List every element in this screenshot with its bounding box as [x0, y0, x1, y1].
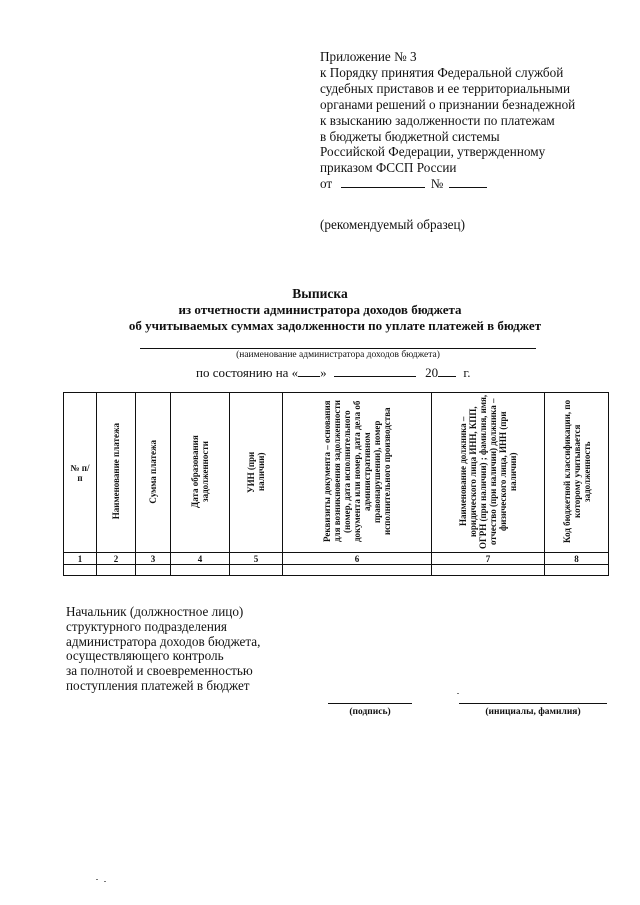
- header-payment-amount: Сумма платежа: [148, 439, 158, 504]
- column-number: 7: [432, 553, 545, 565]
- table-number-row: [64, 553, 609, 565]
- appendix-line: судебных приставов и ее территориальными: [320, 80, 571, 96]
- number-blank: [449, 176, 487, 188]
- scan-speck: [104, 881, 106, 882]
- appendix-line: к Порядку принятия Федеральной службой: [320, 64, 564, 80]
- month-blank: [334, 365, 416, 377]
- header-number: № п/п: [70, 462, 90, 483]
- as-of-mid: »: [320, 365, 327, 380]
- document-title: [0, 286, 640, 334]
- header-cell: [545, 393, 609, 553]
- table-cell[interactable]: [545, 565, 609, 576]
- signature-line: структурного подразделения: [66, 618, 227, 634]
- name-field-line[interactable]: [459, 703, 607, 704]
- appendix-line: Приложение № 3: [320, 49, 417, 64]
- title-line-3: об учитываемых суммах задолженности по уплате платежей в бюджет: [128, 318, 542, 333]
- scan-speck: [457, 693, 459, 694]
- signature-line: поступления платежей в бюджет: [66, 677, 250, 693]
- sample-note: (рекомендуемый образец): [320, 217, 465, 232]
- signature-line: администратора доходов бюджета,: [66, 633, 261, 649]
- header-cell: [230, 393, 283, 553]
- signature-line: за полнотой и своевременностью: [66, 663, 253, 679]
- column-number: 6: [283, 553, 432, 565]
- table-cell[interactable]: [97, 565, 136, 576]
- appendix-line: к взысканию задолженности по платежам: [320, 112, 555, 128]
- header-cell: [283, 393, 432, 553]
- signature-caption: (подпись): [349, 707, 391, 717]
- header-cell: [136, 393, 171, 553]
- header-cell: [171, 393, 230, 553]
- signature-field-line[interactable]: [328, 703, 412, 704]
- as-of-date-line: [196, 365, 471, 381]
- signature-line: Начальник (должностное лицо): [66, 604, 244, 619]
- appendix-date-number: [320, 176, 620, 192]
- column-number: 2: [97, 553, 136, 565]
- appendix-line: органами решений о признании безнадежной: [320, 96, 576, 112]
- header-cell: [97, 393, 136, 553]
- header-cell: [64, 393, 97, 553]
- column-number: 5: [230, 553, 283, 565]
- number-label: №: [430, 176, 444, 192]
- table-row: [64, 565, 609, 576]
- as-of-year: 20: [425, 365, 439, 380]
- as-of-suffix: г.: [463, 365, 471, 380]
- column-number: 3: [136, 553, 171, 565]
- name-caption: (инициалы, фамилия): [485, 707, 581, 717]
- signature-line: осуществляющего контроль: [66, 648, 224, 664]
- title-line-1: Выписка: [292, 286, 348, 301]
- column-number: 1: [64, 553, 97, 565]
- title-line-2: из отчетности администратора доходов бюджета: [178, 302, 462, 317]
- from-label: от: [320, 176, 333, 192]
- admin-name-caption: (наименование администратора доходов бюджета): [236, 350, 440, 360]
- year-blank: [438, 365, 456, 377]
- column-number: 4: [171, 553, 230, 565]
- header-payment-name: Наименование платежа: [111, 423, 121, 520]
- table-cell[interactable]: [171, 565, 230, 576]
- header-budget-code: Код бюджетной классификации, по которому учитывается задолженность: [561, 399, 592, 544]
- column-number: 8: [545, 553, 609, 565]
- table-cell[interactable]: [230, 565, 283, 576]
- table-cell[interactable]: [136, 565, 171, 576]
- header-debtor-name: Наименование должника – юридического лица ИНН, КПП, ОГРН (при наличии) ; фамилия, имя, отчество (при наличии) должника – физического лица, ИНН (при наличии): [458, 394, 518, 549]
- header-document-details: Реквизиты документа – основания для возникновения задолженности (номер, дата исполнительного документа или номер, дата дела об административном правонарушении), номер исполнительного производства: [322, 400, 392, 543]
- table-cell[interactable]: [283, 565, 432, 576]
- table-header-row: [64, 393, 609, 553]
- scan-speck: [96, 879, 98, 880]
- table-cell[interactable]: [64, 565, 97, 576]
- signature-position-text: [66, 605, 260, 694]
- table-cell[interactable]: [432, 565, 545, 576]
- appendix-line: Российской Федерации, утвержденному: [320, 144, 546, 160]
- header-debt-date: Дата образования задолженности: [190, 435, 210, 508]
- appendix-line: в бюджеты бюджетной системы: [320, 128, 500, 144]
- day-blank: [298, 365, 320, 377]
- as-of-prefix: по состоянию на «: [196, 365, 299, 380]
- debt-statement-table: [63, 392, 609, 576]
- header-cell: [432, 393, 545, 553]
- date-blank: [341, 176, 425, 188]
- appendix-header: [320, 49, 620, 192]
- admin-name-line: [140, 348, 536, 349]
- appendix-line: приказом ФССП России: [320, 160, 457, 176]
- header-uin: УИН (при наличии): [246, 450, 266, 493]
